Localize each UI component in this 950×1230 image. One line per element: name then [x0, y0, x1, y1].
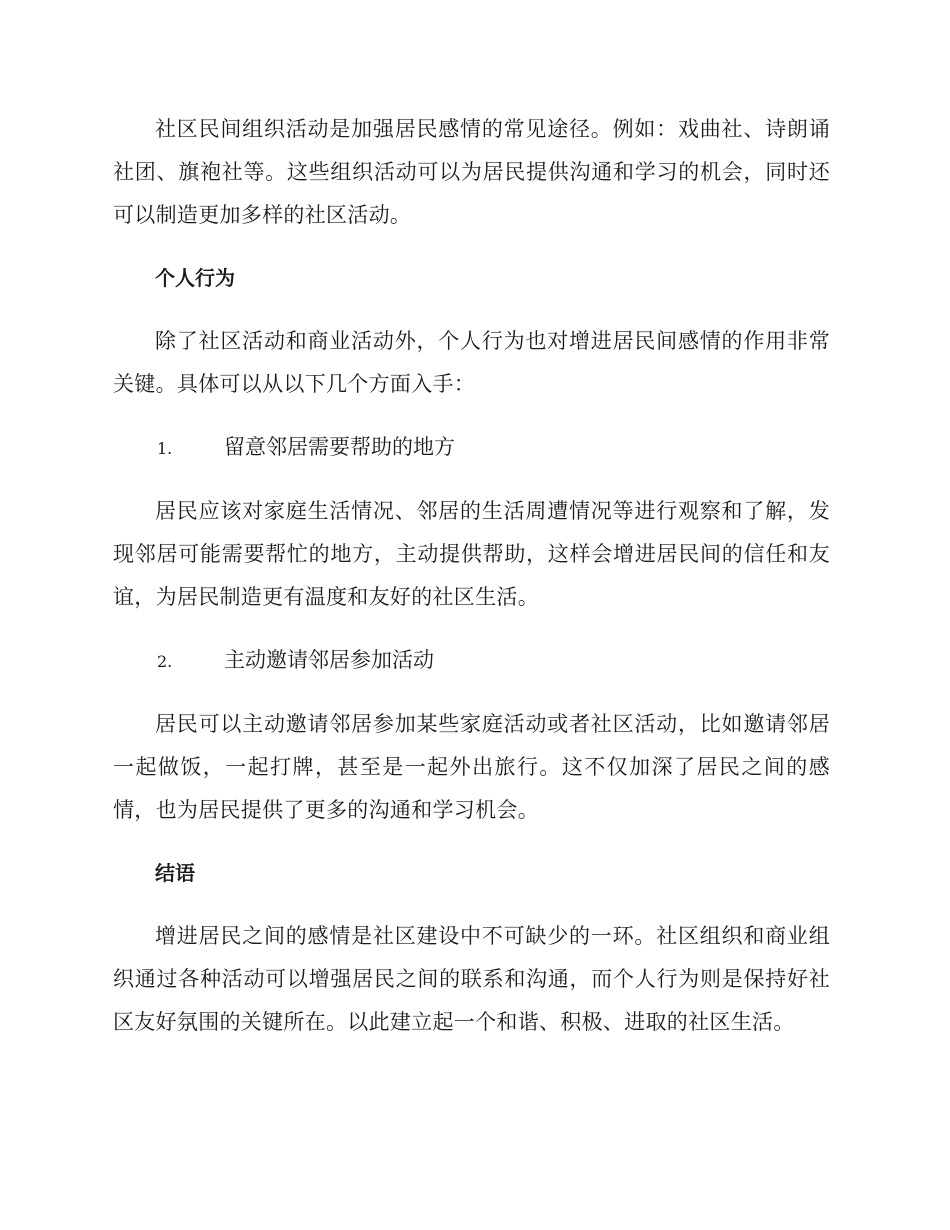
list-item-2 [113, 639, 830, 683]
section-heading-personal-behavior: 个人行为 [155, 266, 235, 290]
paragraph-invite-neighbors: 居民可以主动邀请邻居参加某些家庭活动或者社区活动，比如邀请邻居一起做饭，一起打牌，甚至是一起外出旅行。这不仅加深了居民之间的感情，也为居民提供了更多的沟通和学习机会。 [113, 712, 830, 822]
list-number: 1. [157, 439, 173, 458]
section-heading-conclusion: 结语 [155, 861, 195, 885]
paragraph-personal-behavior-intro: 除了社区活动和商业活动外，个人行为也对增进居民间感情的作用非常关键。具体可以从以下几个方面入手： [113, 329, 830, 396]
list-item-1 [113, 426, 830, 470]
document-page [113, 108, 830, 1064]
paragraph-conclusion: 增进居民之间的感情是社区建设中不可缺少的一环。社区组织和商业组织通过各种活动可以增强居民之间的联系和沟通，而个人行为则是保持好社区友好氛围的关键所在。以此建立起一个和谐、积极、进取的社区生活。 [113, 924, 830, 1034]
list-item-text: 主动邀请邻居参加活动 [224, 648, 434, 672]
paragraph-community-organizations: 社区民间组织活动是加强居民感情的常见途径。例如：戏曲社、诗朗诵社团、旗袍社等。这些组织活动可以为居民提供沟通和学习的机会，同时还可以制造更加多样的社区活动。 [113, 117, 830, 227]
list-item-text: 留意邻居需要帮助的地方 [224, 435, 455, 459]
paragraph-help-neighbors: 居民应该对家庭生活情况、邻居的生活周遭情况等进行观察和了解，发现邻居可能需要帮忙的地方，主动提供帮助，这样会增进居民间的信任和友谊，为居民制造更有温度和友好的社区生活。 [113, 499, 830, 609]
list-number: 2. [157, 652, 173, 671]
